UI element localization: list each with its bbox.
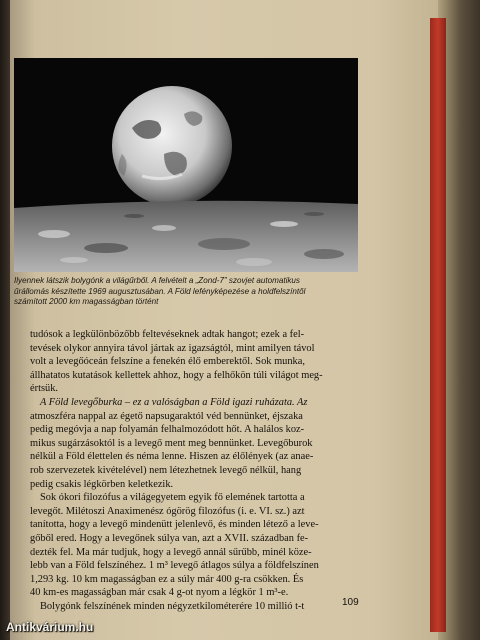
text-line: Bolygónk felszínének minden négyzetkilométerére 10 millió t-t <box>40 600 305 612</box>
text-line: mikus sugárzásoktól is a levegő ment meg bennünket. Levegőburok <box>30 437 313 449</box>
text-line: levegőt. Milétoszi Anaximenész ógörög filozófus (i. e. VI. sz.) azt <box>30 505 305 517</box>
watermark: Antikvárium.hu <box>6 620 94 634</box>
text-line: A Föld levegőburka – ez a valóságban a Föld igazi ruházata. Az <box>40 396 308 408</box>
text-line: állhatatos kutatások kellettek ahhoz, hogy a felhőkön túli világot meg- <box>30 369 323 381</box>
text-line: 1,293 kg. 10 km magasságban ez a súly már 400 g-ra csökken. És <box>30 573 304 585</box>
red-bookmark-ribbon <box>430 18 446 632</box>
page-number: 109 <box>342 597 359 608</box>
text-line: tudósok a legkülönbözőbb feltevéseknek adtak hangot; ezek a fel- <box>30 329 305 340</box>
text-line: nélkül a Föld élettelen és néma lenne. Hiszen az élőlények (az anae- <box>30 451 314 463</box>
text-line: rob szervezetek kivételével) nem létezhetnek levegő nélkül, hang <box>30 464 302 476</box>
lunar-surface <box>14 201 358 272</box>
text-line: Sok ókori filozófus a világegyetem egyik fő elemének tartotta a <box>40 492 305 504</box>
text-line: atmoszféra nappal az égető napsugaraktól véd bennünket, éjszaka <box>30 410 303 422</box>
text-line: pedig megóvja a nap folyamán felhalmozódott hőt. A halálos koz- <box>30 424 305 436</box>
text-line: dezték fel. Ma már tudjuk, hogy a levegő annál sűrűbb, minél köze- <box>30 546 312 558</box>
text-line: lebb van a Föld felszínéhez. 1 m³ levegő átlagos súlya a földfelszínen <box>30 560 319 572</box>
text-line: tevések olykor annyira távol jártak az igazságtól, mint amilyen távol <box>30 342 315 354</box>
earth-photo-graphic <box>14 58 358 272</box>
caption-line: Ilyennek látszik bolygónk a világűrből. A felvételt a „Zond-7” szovjet automatikus <box>14 276 300 285</box>
caption-line: számított 2000 km magasságban történt <box>14 297 159 307</box>
text-line: értsük. <box>30 383 58 395</box>
text-line: 40 km-es magasságban már csak 4 g-ot nyom a légkör 1 m³-e. <box>30 587 289 599</box>
text-line: volt a levegőóceán felszíne a fenekén élő emberektől. Sok munka, <box>30 356 305 368</box>
photo-caption <box>14 276 360 308</box>
text-line: tanította, hogy a levegő mindenütt jelenlevő, és minden létező a leve- <box>30 519 319 531</box>
text-line: pedig csakis légkörben keletkezik. <box>30 478 174 490</box>
earth-from-moon-photo <box>14 58 358 272</box>
text-line: gőből ered. Hogy a levegőnek súlya van, azt a XVII. században fe- <box>30 532 309 544</box>
earth-globe <box>112 86 232 206</box>
body-text <box>30 328 363 613</box>
caption-line: űrállomás készítette 1969 augusztusában. A Föld lefényképezése a holdfelszíntől <box>14 286 306 296</box>
